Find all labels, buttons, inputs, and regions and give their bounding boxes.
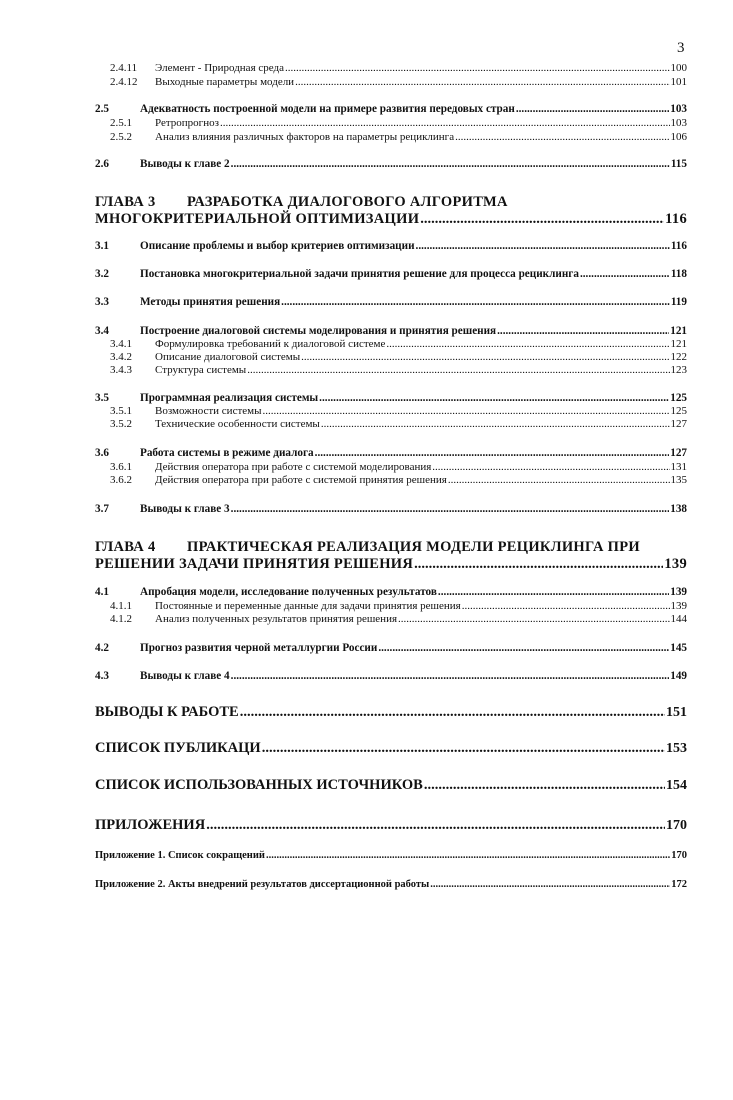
entry-number: 3.3 bbox=[95, 296, 109, 308]
entry-title: Технические особенности системы bbox=[155, 418, 320, 430]
toc-entry-major[interactable] bbox=[95, 704, 687, 721]
entry-number: 3.4.3 bbox=[110, 364, 132, 376]
entry-title: Постоянные и переменные данные для задачи принятия решения bbox=[155, 600, 461, 612]
entry-page: 145 bbox=[670, 642, 687, 654]
entry-title: Выводы к главе 2 bbox=[140, 158, 230, 170]
toc-entry-major[interactable] bbox=[95, 817, 687, 834]
entry-page: 139 bbox=[664, 556, 687, 572]
entry-number: 3.4.1 bbox=[110, 338, 132, 350]
entry-page: 138 bbox=[670, 503, 687, 515]
entry-number: 3.5 bbox=[95, 392, 109, 404]
entry-title: Описание проблемы и выбор критериев оптимизации bbox=[140, 240, 415, 252]
chapter-label: ГЛАВА 3 bbox=[95, 194, 156, 210]
toc-entry[interactable] bbox=[110, 338, 687, 350]
toc-entry[interactable] bbox=[95, 642, 687, 654]
entry-title: Действия оператора при работе с системой моделирования bbox=[155, 461, 432, 473]
entry-title: Анализ влияния различных факторов на параметры рециклинга bbox=[155, 131, 455, 143]
entry-number: 2.4.12 bbox=[110, 76, 138, 88]
toc-entry[interactable] bbox=[95, 158, 687, 170]
toc-entry[interactable] bbox=[110, 405, 687, 417]
chapter-title-line2: РЕШЕНИИ ЗАДАЧИ ПРИНЯТИЯ РЕШЕНИЯ bbox=[95, 556, 414, 572]
entry-title: Ретропрогноз bbox=[155, 117, 219, 129]
entry-page: 144 bbox=[670, 613, 687, 625]
entry-page: 153 bbox=[666, 741, 687, 756]
toc-entry-major[interactable] bbox=[95, 777, 687, 794]
entry-title: Методы принятия решения bbox=[140, 296, 281, 308]
entry-title: Программная реализация системы bbox=[140, 392, 319, 404]
entry-title: Построение диалоговой системы моделирования и принятия решения bbox=[140, 325, 497, 337]
entry-page: 123 bbox=[670, 364, 687, 376]
entry-number: 3.2 bbox=[95, 268, 109, 280]
entry-page: 115 bbox=[670, 158, 687, 170]
toc-entry-appendix[interactable] bbox=[95, 879, 687, 890]
toc-entry[interactable] bbox=[95, 586, 687, 598]
entry-title: Описание диалоговой системы bbox=[155, 351, 301, 363]
entry-title: Адекватность построенной модели на примере развития передовых стран bbox=[140, 103, 515, 115]
entry-page: 116 bbox=[670, 240, 687, 252]
entry-page: 131 bbox=[670, 461, 687, 473]
chapter-heading[interactable] bbox=[95, 539, 687, 573]
entry-page: 122 bbox=[670, 351, 687, 363]
entry-number: 2.4.11 bbox=[110, 62, 138, 74]
toc-entry[interactable] bbox=[110, 117, 687, 129]
toc-entry[interactable] bbox=[110, 351, 687, 363]
entry-number: 2.6 bbox=[95, 158, 109, 170]
toc-entry[interactable] bbox=[110, 474, 687, 486]
entry-page: 121 bbox=[670, 338, 687, 350]
entry-title: ПРИЛОЖЕНИЯ bbox=[95, 817, 206, 833]
entry-title: Выводы к главе 4 bbox=[140, 670, 230, 682]
toc-entry[interactable] bbox=[110, 600, 687, 612]
entry-title: ВЫВОДЫ К РАБОТЕ bbox=[95, 704, 239, 720]
entry-page: 118 bbox=[670, 268, 687, 280]
entry-title: Структура системы bbox=[155, 364, 247, 376]
entry-title: Работа системы в режиме диалога bbox=[140, 447, 314, 459]
entry-title: Прогноз развития черной металлургии России bbox=[140, 642, 378, 654]
entry-number: 3.4 bbox=[95, 325, 109, 337]
entry-page: 101 bbox=[670, 76, 687, 88]
entry-title: Выводы к главе 3 bbox=[140, 503, 230, 515]
chapter-label: ГЛАВА 4 bbox=[95, 539, 156, 555]
entry-page: 149 bbox=[670, 670, 687, 682]
toc-entry[interactable] bbox=[95, 503, 687, 515]
entry-title: Апробация модели, исследование полученных результатов bbox=[140, 586, 437, 598]
toc-entry[interactable] bbox=[95, 268, 687, 280]
entry-title: Возможности системы bbox=[155, 405, 262, 417]
toc-entry-appendix[interactable] bbox=[95, 850, 687, 861]
entry-page: 103 bbox=[670, 103, 687, 115]
toc-entry[interactable] bbox=[110, 76, 687, 88]
entry-number: 3.1 bbox=[95, 240, 109, 252]
toc-entry[interactable] bbox=[110, 613, 687, 625]
entry-page: 125 bbox=[670, 392, 687, 404]
toc-entry-major[interactable] bbox=[95, 740, 687, 757]
entry-page: 135 bbox=[670, 474, 687, 486]
chapter-title-line1: РАЗРАБОТКА ДИАЛОГОВОГО АЛГОРИТМА bbox=[187, 194, 508, 210]
toc-entry[interactable] bbox=[95, 325, 687, 337]
entry-page: 139 bbox=[670, 600, 687, 612]
entry-title: СПИСОК ПУБЛИКАЦИ bbox=[95, 740, 261, 756]
entry-page: 119 bbox=[670, 296, 687, 308]
entry-number: 4.1.1 bbox=[110, 600, 132, 612]
entry-page: 127 bbox=[670, 418, 687, 430]
entry-number: 2.5.2 bbox=[110, 131, 132, 143]
chapter-heading[interactable] bbox=[95, 194, 687, 228]
entry-title: Приложение 2. Акты внедрений результатов диссертационной работы bbox=[95, 879, 430, 890]
entry-number: 3.5.2 bbox=[110, 418, 132, 430]
entry-number: 3.6 bbox=[95, 447, 109, 459]
page-number: 3 bbox=[677, 40, 685, 56]
chapter-title-line2: МНОГОКРИТЕРИАЛЬНОЙ ОПТИМИЗАЦИИ bbox=[95, 211, 420, 227]
toc-entry[interactable] bbox=[95, 296, 687, 308]
entry-number: 4.1 bbox=[95, 586, 109, 598]
entry-title: Выходные параметры модели bbox=[155, 76, 295, 88]
entry-number: 3.6.1 bbox=[110, 461, 132, 473]
entry-number: 4.2 bbox=[95, 642, 109, 654]
toc-entry[interactable] bbox=[95, 670, 687, 682]
entry-number: 3.4.2 bbox=[110, 351, 132, 363]
entry-page: 100 bbox=[670, 62, 687, 74]
entry-page: 139 bbox=[670, 586, 687, 598]
entry-page: 170 bbox=[666, 818, 687, 833]
entry-title: Формулировка требований к диалоговой системе bbox=[155, 338, 386, 350]
entry-number: 3.6.2 bbox=[110, 474, 132, 486]
entry-title: Анализ полученных результатов принятия решения bbox=[155, 613, 398, 625]
toc-entry[interactable] bbox=[95, 447, 687, 459]
entry-page: 116 bbox=[665, 211, 687, 227]
entry-number: 2.5 bbox=[95, 103, 109, 115]
entry-number: 2.5.1 bbox=[110, 117, 132, 129]
entry-page: 170 bbox=[671, 850, 687, 861]
toc-entry[interactable] bbox=[110, 364, 687, 376]
toc-entry[interactable] bbox=[95, 240, 687, 252]
chapter-title-line1: ПРАКТИЧЕСКАЯ РЕАЛИЗАЦИЯ МОДЕЛИ РЕЦИКЛИНГА ПРИ bbox=[187, 539, 640, 555]
entry-page: 127 bbox=[670, 447, 687, 459]
entry-title: Действия оператора при работе с системой принятия решения bbox=[155, 474, 447, 486]
entry-page: 121 bbox=[670, 325, 687, 337]
entry-title: Постановка многокритериальной задачи принятия решение для процесса рециклинга bbox=[140, 268, 579, 280]
entry-page: 154 bbox=[666, 778, 687, 793]
entry-page: 103 bbox=[670, 117, 687, 129]
entry-title: Приложение 1. Список сокращений bbox=[95, 850, 265, 861]
entry-page: 106 bbox=[670, 131, 687, 143]
toc-entry[interactable] bbox=[110, 131, 687, 143]
entry-number: 4.3 bbox=[95, 670, 109, 682]
entry-page: 151 bbox=[666, 705, 687, 720]
entry-number: 4.1.2 bbox=[110, 613, 132, 625]
toc-entry[interactable] bbox=[95, 103, 687, 115]
entry-title: СПИСОК ИСПОЛЬЗОВАННЫХ ИСТОЧНИКОВ bbox=[95, 777, 423, 793]
toc-entry[interactable] bbox=[110, 461, 687, 473]
entry-number: 3.7 bbox=[95, 503, 109, 515]
toc-entry[interactable] bbox=[110, 418, 687, 430]
toc-entry[interactable] bbox=[110, 62, 687, 74]
entry-title: Элемент - Природная среда bbox=[155, 62, 284, 74]
entry-page: 172 bbox=[671, 879, 687, 890]
entry-page: 125 bbox=[670, 405, 687, 417]
toc-entry[interactable] bbox=[95, 392, 687, 404]
entry-number: 3.5.1 bbox=[110, 405, 132, 417]
